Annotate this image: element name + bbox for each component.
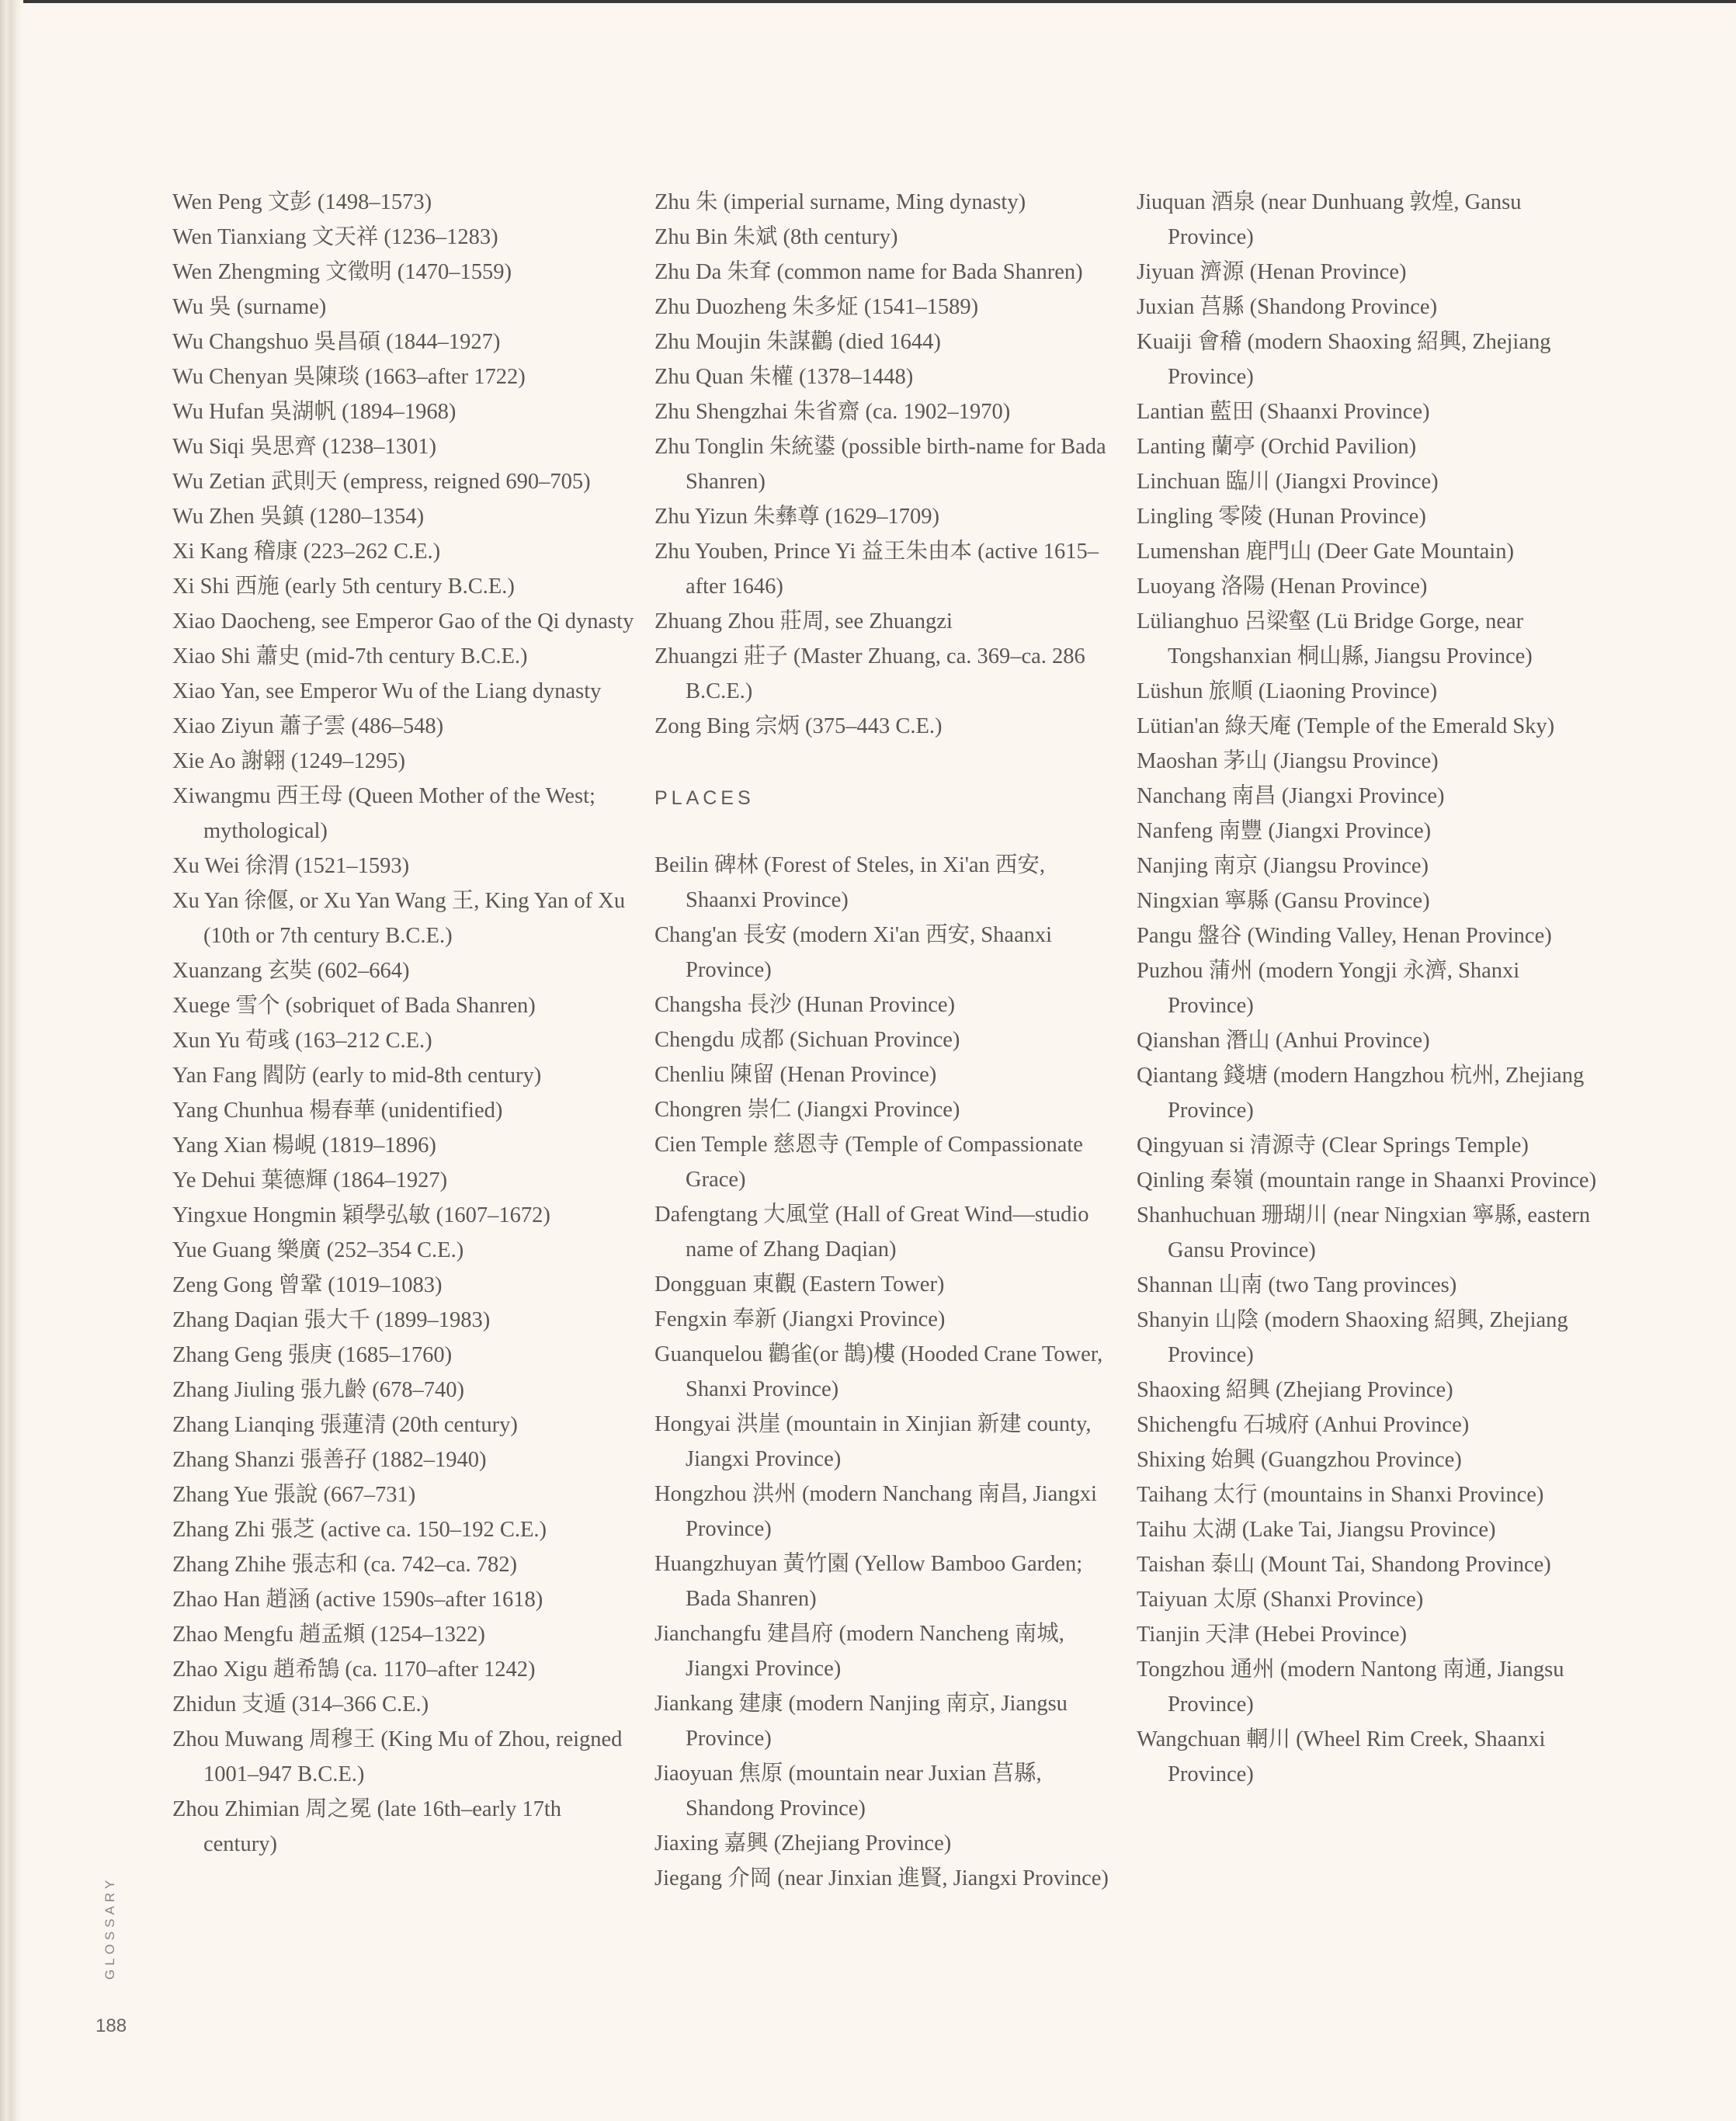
glossary-entry: Zhang Daqian 張大千 (1899–1983) [172,1308,491,1332]
glossary-entry: Wu Siqi 吳思齊 (1238–1301) [172,435,437,459]
glossary-entry: Jianchangfu 建昌府 (modern Nancheng 南城, Jiangxi Province) [654,1622,1064,1681]
glossary-entry: Lülianghuo 呂梁壑 (Lü Bridge Gorge, near Tongshanxian 桐山縣, Jiangsu Province) [1137,609,1533,668]
glossary-entry: Wangchuan 輞川 (Wheel Rim Creek, Shaanxi Province) [1137,1727,1546,1786]
glossary-entry: Lumenshan 鹿門山 (Deer Gate Mountain) [1137,540,1514,564]
glossary-entry: Nanfeng 南豐 (Jiangxi Province) [1137,819,1432,843]
glossary-entry: Xi Shi 西施 (early 5th century B.C.E.) [172,575,515,599]
glossary-entry: Wu 吳 (surname) [172,295,327,319]
glossary-entry: Juxian 莒縣 (Shandong Province) [1137,295,1438,319]
glossary-entry: Jiankang 建康 (modern Nanjing 南京, Jiangsu Province) [654,1692,1068,1751]
glossary-entry: Wen Zhengming 文徵明 (1470–1559) [172,260,512,284]
places-entries [654,848,1120,1896]
glossary-entry: Wu Zetian 武則天 (empress, reigned 690–705) [172,470,591,494]
glossary-entry: Chenliu 陳留 (Henan Province) [654,1063,937,1087]
book-spine-shadow [0,0,23,2121]
page-number: 188 [95,2015,127,2036]
glossary-entry: Guanquelou 鸛雀(or 鵲)樓 (Hooded Crane Tower, Shanxi Province) [654,1342,1103,1401]
glossary-entry: Zhao Han 趙涵 (active 1590s–after 1618) [172,1588,543,1612]
glossary-entry: Taishan 泰山 (Mount Tai, Shandong Province) [1137,1553,1551,1577]
glossary-entry: Beilin 碑林 (Forest of Steles, in Xi'an 西安, Shaanxi Province) [654,853,1046,912]
glossary-entry: Pangu 盤谷 (Winding Valley, Henan Province) [1137,924,1552,948]
glossary-entry: Zhang Zhihe 張志和 (ca. 742–ca. 782) [172,1553,517,1577]
glossary-entry: Zhu Bin 朱斌 (8th century) [654,225,898,249]
glossary-entry: Xu Wei 徐渭 (1521–1593) [172,854,410,878]
glossary-entry: Wu Zhen 吳鎮 (1280–1354) [172,505,425,529]
glossary-entry: Chengdu 成都 (Sichuan Province) [654,1028,960,1052]
glossary-entry: Dafengtang 大風堂 (Hall of Great Wind—studio name of Zhang Daqian) [654,1203,1089,1262]
glossary-entry: Yang Xian 楊峴 (1819–1896) [172,1133,436,1158]
glossary-entry: Lüshun 旅順 (Liaoning Province) [1137,679,1438,703]
glossary-entry: Luoyang 洛陽 (Henan Province) [1137,575,1428,599]
glossary-entry: Zhang Lianqing 張蓮清 (20th century) [172,1413,518,1437]
glossary-entry: Jiegang 介岡 (near Jinxian 進賢, Jiangxi Province) [654,1866,1109,1890]
glossary-entry: Zhuangzi 莊子 (Master Zhuang, ca. 369–ca. 286 B.C.E.) [654,644,1085,703]
glossary-entry: Qianshan 潛山 (Anhui Province) [1137,1029,1430,1053]
glossary-entry: Chongren 崇仁 (Jiangxi Province) [654,1098,960,1122]
glossary-entry: Xiwangmu 西王母 (Queen Mother of the West; mythological) [172,784,595,843]
glossary-entry: Ye Dehui 葉德輝 (1864–1927) [172,1168,448,1192]
glossary-entry: Huangzhuyan 黃竹園 (Yellow Bamboo Garden; Bada Shanren) [654,1552,1083,1611]
glossary-entry: Qinling 秦嶺 (mountain range in Shaanxi Province) [1137,1168,1597,1192]
glossary-entry: Zhu Tonglin 朱統鍙 (possible birth-name for Bada Shanren) [654,435,1106,494]
glossary-entry: Zhu Youben, Prince Yi 益王朱由本 (active 1615–after 1646) [654,540,1099,599]
glossary-entry: Xiao Shi 蕭史 (mid-7th century B.C.E.) [172,644,528,668]
glossary-entry: Zhu Shengzhai 朱省齋 (ca. 1902–1970) [654,400,1011,424]
running-head: GLOSSARY [102,1876,117,1980]
glossary-entry: Xiao Ziyun 蕭子雲 (486–548) [172,714,444,738]
glossary-entry: Xuege 雪个 (sobriquet of Bada Shanren) [172,994,536,1018]
glossary-entry: Lantian 藍田 (Shaanxi Province) [1137,400,1430,424]
glossary-column-1 [172,185,638,1862]
glossary-entry: Xiao Yan, see Emperor Wu of the Liang dynasty [172,679,602,703]
glossary-entry: Yue Guang 樂廣 (252–354 C.E.) [172,1238,464,1262]
glossary-entry: Zhu Da 朱耷 (common name for Bada Shanren) [654,260,1083,284]
glossary-entry: Kuaiji 會稽 (modern Shaoxing 紹興, Zhejiang Province) [1137,330,1551,389]
section-heading-places: PLACES [654,787,755,809]
glossary-entry: Dongguan 東觀 (Eastern Tower) [654,1272,945,1297]
glossary-entry: Hongzhou 洪州 (modern Nanchang 南昌, Jiangxi Province) [654,1482,1097,1541]
glossary-column-2 [654,185,1120,1896]
glossary-entry: Yan Fang 閻防 (early to mid-8th century) [172,1064,542,1088]
glossary-column-3 [1137,185,1602,1792]
glossary-entry: Puzhou 蒲州 (modern Yongji 永濟, Shanxi Province) [1137,959,1520,1018]
glossary-entry: Zong Bing 宗炳 (375–443 C.E.) [654,714,943,738]
glossary-entry: Xuanzang 玄奘 (602–664) [172,959,410,983]
glossary-entry: Zhu Duozheng 朱多炡 (1541–1589) [654,295,979,319]
glossary-entry: Yingxue Hongmin 穎學弘敏 (1607–1672) [172,1203,550,1227]
glossary-entry: Taihang 太行 (mountains in Shanxi Province) [1137,1483,1544,1507]
glossary-entry: Maoshan 茅山 (Jiangsu Province) [1137,749,1439,773]
glossary-entry: Zeng Gong 曾鞏 (1019–1083) [172,1273,443,1297]
glossary-entry: Tongzhou 通州 (modern Nantong 南通, Jiangsu Province) [1137,1658,1564,1717]
glossary-entry: Zhu Yizun 朱彝尊 (1629–1709) [654,505,940,529]
glossary-entry: Zhang Geng 張庚 (1685–1760) [172,1343,453,1367]
glossary-entry: Zhao Mengfu 趙孟頫 (1254–1322) [172,1623,485,1647]
glossary-entry: Xun Yu 荀彧 (163–212 C.E.) [172,1029,432,1053]
glossary-entry: Lingling 零陵 (Hunan Province) [1137,505,1426,529]
glossary-entry: Changsha 長沙 (Hunan Province) [654,993,956,1017]
glossary-entry: Qingyuan si 清源寺 (Clear Springs Temple) [1137,1133,1529,1158]
glossary-entry: Jiyuan 濟源 (Henan Province) [1137,260,1407,284]
glossary-entry: Jiaoyuan 焦原 (mountain near Juxian 莒縣, Shandong Province) [654,1762,1042,1821]
glossary-entry: Xiao Daocheng, see Emperor Gao of the Qi dynasty [172,609,634,634]
glossary-entry: Zhu Moujin 朱謀鸛 (died 1644) [654,330,941,354]
glossary-entry: Zhang Shanzi 張善孖 (1882–1940) [172,1448,487,1472]
glossary-entry: Xi Kang 稽康 (223–262 C.E.) [172,540,441,564]
glossary-entry: Zhang Jiuling 張九齡 (678–740) [172,1378,465,1402]
glossary-entry: Zhu Quan 朱權 (1378–1448) [654,365,914,389]
glossary-entry: Taiyuan 太原 (Shanxi Province) [1137,1588,1424,1612]
glossary-entry: Shannan 山南 (two Tang provinces) [1137,1273,1457,1297]
glossary-entry: Jiuquan 酒泉 (near Dunhuang 敦煌, Gansu Province) [1137,190,1522,249]
glossary-entry: Wu Changshuo 吳昌碩 (1844–1927) [172,330,501,354]
glossary-entry: Linchuan 臨川 (Jiangxi Province) [1137,470,1439,494]
glossary-entry: Zhou Muwang 周穆王 (King Mu of Zhou, reigned 1001–947 B.C.E.) [172,1727,623,1786]
page-top-edge [0,0,1736,3]
glossary-entry: Zhu 朱 (imperial surname, Ming dynasty) [654,190,1026,214]
glossary-entry: Nanjing 南京 (Jiangsu Province) [1137,854,1429,878]
glossary-entry: Zhang Zhi 張芝 (active ca. 150–192 C.E.) [172,1518,547,1542]
glossary-entry: Taihu 太湖 (Lake Tai, Jiangsu Province) [1137,1518,1496,1542]
glossary-entry: Xu Yan 徐偃, or Xu Yan Wang 王, King Yan of Xu (10th or 7th century B.C.E.) [172,889,626,948]
glossary-entry: Wen Peng 文彭 (1498–1573) [172,190,432,214]
glossary-entry: Jiaxing 嘉興 (Zhejiang Province) [654,1831,952,1855]
glossary-entry: Lütian'an 綠天庵 (Temple of the Emerald Sky) [1137,714,1555,738]
glossary-entry: Shanhuchuan 珊瑚川 (near Ningxian 寧縣, eastern Gansu Province) [1137,1203,1591,1262]
glossary-entry: Zhang Yue 張說 (667–731) [172,1483,416,1507]
glossary-entry: Shichengfu 石城府 (Anhui Province) [1137,1413,1470,1437]
glossary-entry: Ningxian 寧縣 (Gansu Province) [1137,889,1430,913]
people-entries-continued [654,185,1120,744]
glossary-entry: Qiantang 錢塘 (modern Hangzhou 杭州, Zhejiang Province) [1137,1064,1585,1123]
glossary-entry: Lanting 蘭亭 (Orchid Pavilion) [1137,435,1417,459]
glossary-entry: Zhidun 支遁 (314–366 C.E.) [172,1692,429,1717]
glossary-entry: Tianjin 天津 (Hebei Province) [1137,1623,1408,1647]
glossary-entry: Shixing 始興 (Guangzhou Province) [1137,1448,1462,1472]
glossary-entry: Wu Hufan 吳湖帆 (1894–1968) [172,400,457,424]
glossary-entry: Hongyai 洪崖 (mountain in Xinjian 新建 county, Jiangxi Province) [654,1412,1092,1471]
glossary-entry: Zhuang Zhou 莊周, see Zhuangzi [654,609,953,634]
glossary-entry: Chang'an 長安 (modern Xi'an 西安, Shaanxi Province) [654,923,1053,982]
glossary-entry: Nanchang 南昌 (Jiangxi Province) [1137,784,1445,808]
glossary-entry: Wen Tianxiang 文天祥 (1236–1283) [172,225,498,249]
glossary-entry: Wu Chenyan 吳陳琰 (1663–after 1722) [172,365,526,389]
glossary-entry: Yang Chunhua 楊春華 (unidentified) [172,1099,503,1123]
glossary-entry: Fengxin 奉新 (Jiangxi Province) [654,1307,946,1331]
glossary-entry: Zhou Zhimian 周之冕 (late 16th–early 17th century) [172,1797,562,1856]
glossary-entry: Zhao Xigu 趙希鵠 (ca. 1170–after 1242) [172,1658,536,1682]
glossary-entry: Cien Temple 慈恩寺 (Temple of Compassionate Grace) [654,1133,1083,1192]
glossary-entry: Shaoxing 紹興 (Zhejiang Province) [1137,1378,1453,1402]
glossary-entry: Shanyin 山陰 (modern Shaoxing 紹興, Zhejiang Province) [1137,1308,1568,1367]
glossary-entry: Xie Ao 謝翶 (1249–1295) [172,749,406,773]
